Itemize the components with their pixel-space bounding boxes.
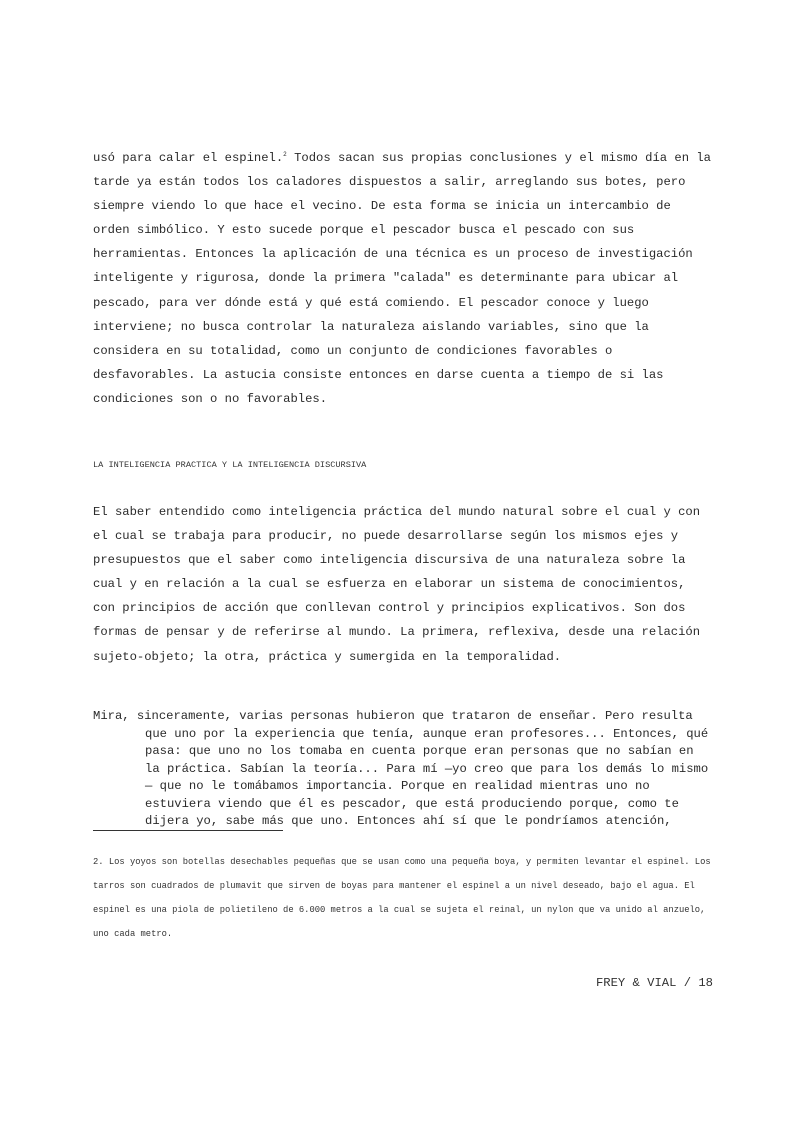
footnote-separator — [93, 830, 283, 831]
body-paragraph-2: El saber entendido como inteligencia práctica del mundo natural sobre el cual y con el cual se trabaja para producir, no puede desarrollarse según los mismos ejes y presupuestos que el saber como inteligencia discursiva de una naturaleza sobre la cual y en relación a la cual se esfuerza en elaborar un sistema de conocimientos, con principios de acción que conllevan control y principios explicativos. Son dos formas de pensar y de referirse al mundo. La primera, reflexiva, desde una relación sujeto-objeto; la otra, práctica y sumergida en la temporalidad. — [93, 505, 701, 664]
page-folio: FREY & VIAL / 18 — [595, 976, 713, 990]
footnote-reference[interactable]: 2 — [283, 150, 287, 158]
body-paragraph-1 — [93, 146, 713, 411]
interview-quote: Mira, sinceramente, varias personas hubieron que trataron de enseñar. Pero resulta que uno por la experiencia que tenía, aunque eran profesores... Entonces, qué pasa: que uno no los tomaba en cuenta porque eran personas que no sabían en la práctica. Sabían la teoría... Para mí —yo creo que para los demás lo mismo— que no le tomábamos importancia. Porque en realidad mientras uno no estuviera viendo que él es pescador, que está produciendo porque, como te dijera yo, sabe más que uno. Entonces ahí sí que le pondríamos atención, — [93, 709, 709, 828]
footnote: 2. Los yoyos son botellas desechables pequeñas que se usan como una pequeña boya, y permiten levantar el espinel. Los tarros son cuadrados de plumavit que sirven de boyas para mantener el espinel a un nivel deseado, bajo el agua. El espinel es una piola de polietileno de 6.000 metros a la cual se sujeta el reinal, un nylon que va unido al anzuelo, uno cada metro. — [93, 857, 711, 939]
paragraph-1-before-note: usó para calar el espinel. — [93, 151, 284, 165]
paragraph-1-after-note: Todos sacan sus propias conclusiones y el mismo día en la tarde ya están todos los caladores dispuestos a salir, arreglando sus botes, pero siempre viendo lo que hace el vecino. De esta forma se inicia un intercambio de orden simbólico. Y esto sucede porque el pescador busca el pescado con sus herramientas. Entonces la aplicación de una técnica es un proceso de investigación inteligente y rigurosa, donde la primera "calada" es determinante para ubicar al pescado, para ver dónde está y qué está comiendo. El pescador conoce y luego interviene; no busca controlar la naturaleza aislando variables, sino que la considera en su totalidad, como un conjunto de condiciones favorables o desfavorables. La astucia consiste entonces en darse cuenta a tiempo de si las condiciones son o no favorables. — [93, 151, 711, 406]
section-heading: LA INTELIGENCIA PRACTICA Y LA INTELIGENCIA DISCURSIVA — [93, 460, 367, 470]
